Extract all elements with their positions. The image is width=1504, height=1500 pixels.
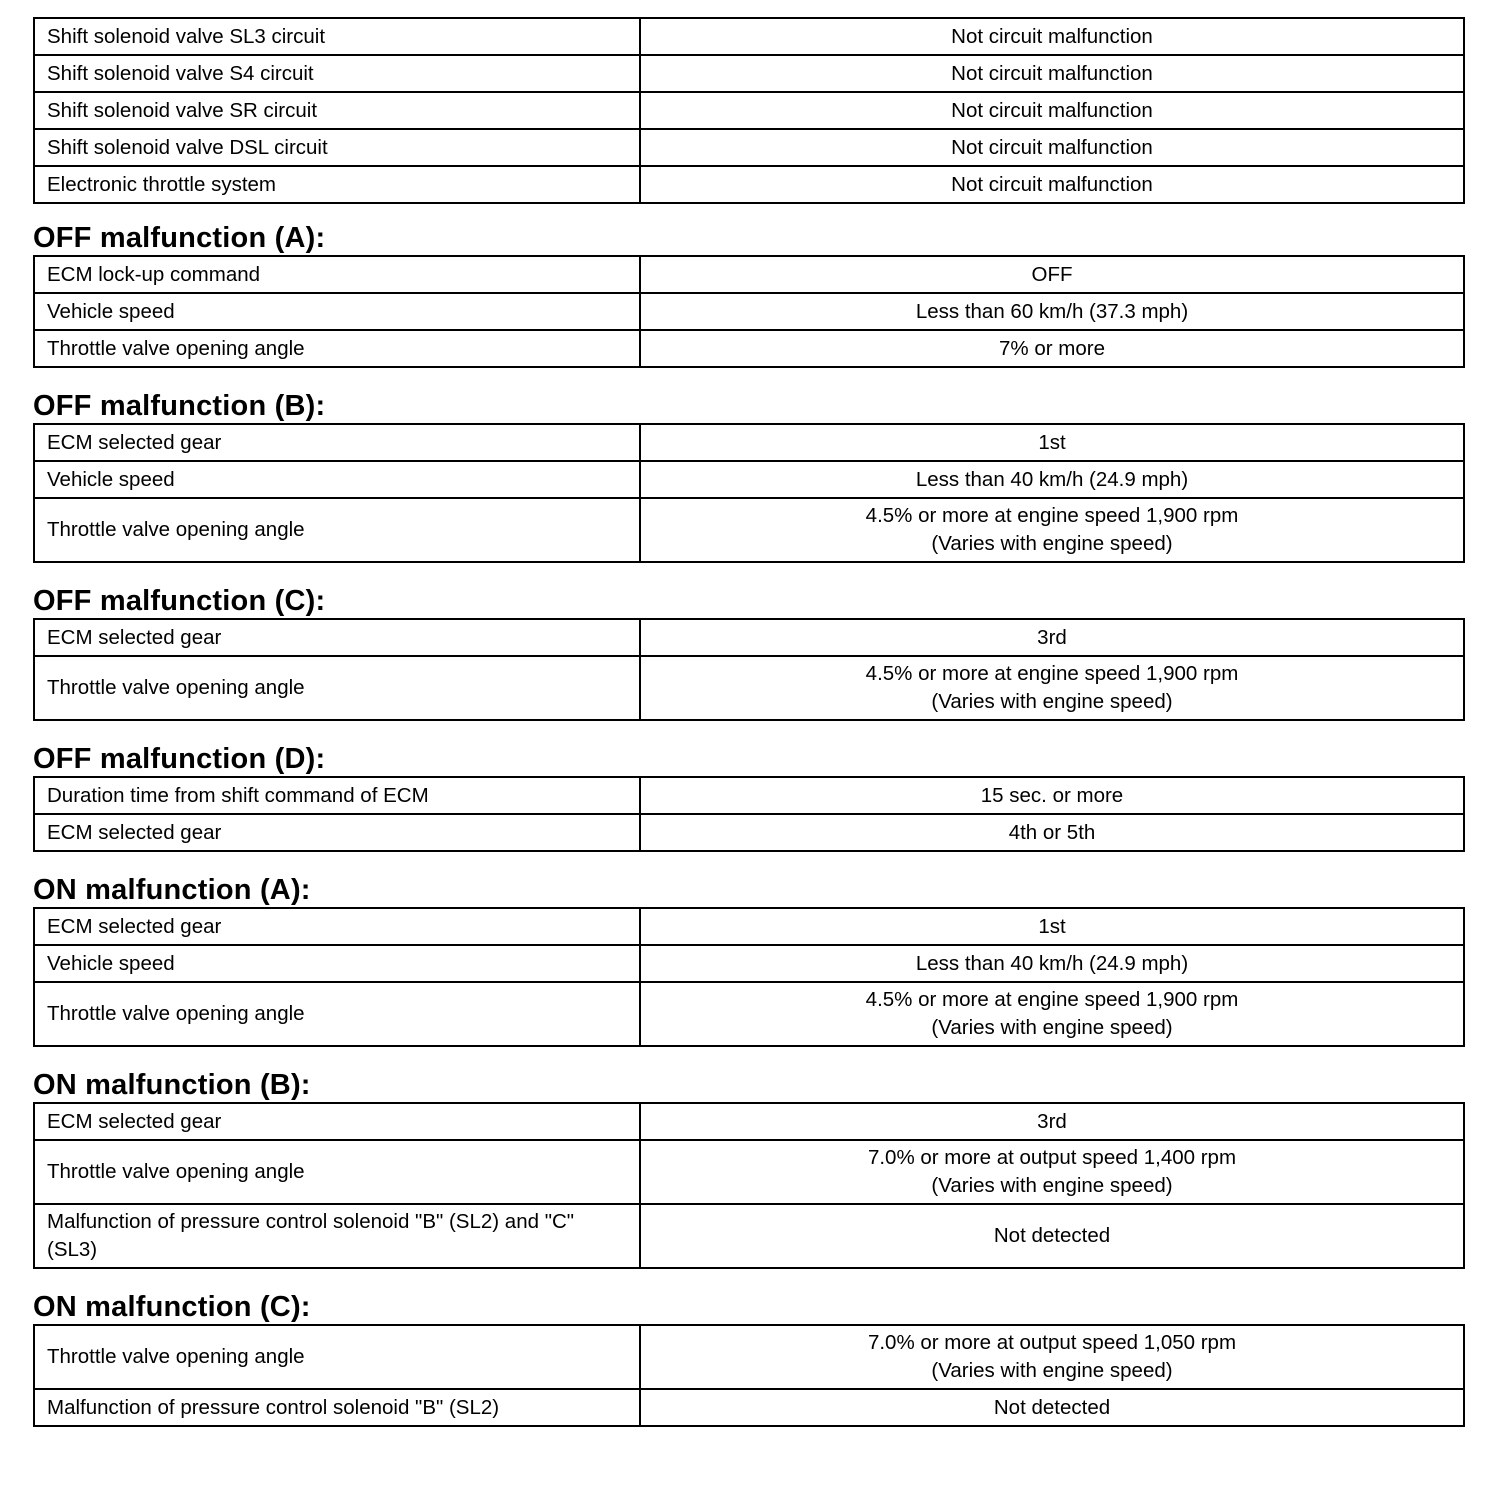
value-cell: [640, 256, 1464, 293]
table-row: [34, 461, 1464, 498]
value-cell: [640, 129, 1464, 166]
value-cell: [640, 908, 1464, 945]
table-row: [34, 777, 1464, 814]
value-line: Not circuit malfunction: [951, 61, 1153, 85]
malfunction-section: [33, 1068, 1465, 1269]
parameter-cell: Malfunction of pressure control solenoid "B" (SL2) and "C" (SL3): [34, 1204, 640, 1268]
table-row: [34, 1140, 1464, 1204]
section-heading: ON malfunction (C):: [33, 1291, 311, 1323]
value-line: 7% or more: [999, 336, 1105, 360]
value-line: (Varies with engine speed): [931, 1359, 1173, 1382]
value-line: Not detected: [993, 1395, 1111, 1419]
table-row: [34, 619, 1464, 656]
value-line: 1st: [1038, 430, 1066, 454]
value-line: 7.0% or more at output speed 1,400 rpm: [867, 1146, 1237, 1169]
parameter-cell: Shift solenoid valve DSL circuit: [34, 129, 640, 166]
parameter-cell: Duration time from shift command of ECM: [34, 777, 640, 814]
condition-table: [33, 1324, 1465, 1427]
malfunction-section: [33, 389, 1465, 563]
parameter-cell: ECM selected gear: [34, 619, 640, 656]
table-row: [34, 945, 1464, 982]
value-cell: [640, 1389, 1464, 1426]
value-line: Not circuit malfunction: [951, 24, 1153, 48]
parameter-cell: Vehicle speed: [34, 461, 640, 498]
value-line: (Varies with engine speed): [931, 1016, 1173, 1039]
parameter-cell: Shift solenoid valve S4 circuit: [34, 55, 640, 92]
value-cell: [640, 55, 1464, 92]
table-row: [34, 424, 1464, 461]
value-line: 15 sec. or more: [980, 783, 1124, 807]
table-row: [34, 330, 1464, 367]
value-line: Not circuit malfunction: [951, 172, 1153, 196]
parameter-cell: Electronic throttle system: [34, 166, 640, 203]
table-row: [34, 908, 1464, 945]
section-heading: ON malfunction (B):: [33, 1069, 311, 1101]
value-line: 4th or 5th: [1008, 820, 1096, 844]
value-cell: [640, 1140, 1464, 1204]
table-row: [34, 166, 1464, 203]
parameter-cell: Throttle valve opening angle: [34, 330, 640, 367]
value-cell: [640, 656, 1464, 720]
value-line: OFF: [1031, 262, 1073, 286]
parameter-cell: Shift solenoid valve SL3 circuit: [34, 18, 640, 55]
table-row: [34, 256, 1464, 293]
value-line: 4.5% or more at engine speed 1,900 rpm: [865, 662, 1239, 685]
value-line: Less than 40 km/h (24.9 mph): [915, 951, 1189, 975]
table-row: [34, 982, 1464, 1046]
condition-table: [33, 255, 1465, 368]
parameter-cell: Throttle valve opening angle: [34, 1140, 640, 1204]
parameter-cell: Throttle valve opening angle: [34, 982, 640, 1046]
parameter-cell: ECM lock-up command: [34, 256, 640, 293]
parameter-cell: ECM selected gear: [34, 814, 640, 851]
value-cell: [640, 1103, 1464, 1140]
parameter-cell: Throttle valve opening angle: [34, 498, 640, 562]
value-line: (Varies with engine speed): [931, 690, 1173, 713]
parameter-cell: Throttle valve opening angle: [34, 656, 640, 720]
table-row: [34, 814, 1464, 851]
value-cell: [640, 498, 1464, 562]
value-cell: [640, 777, 1464, 814]
condition-table: [33, 618, 1465, 721]
condition-table: [33, 1102, 1465, 1269]
table-row: [34, 656, 1464, 720]
parameter-cell: Vehicle speed: [34, 945, 640, 982]
malfunction-section: [33, 873, 1465, 1047]
section-heading: OFF malfunction (B):: [33, 390, 326, 422]
table-row: [34, 498, 1464, 562]
section-heading: OFF malfunction (A):: [33, 222, 326, 254]
value-cell: [640, 18, 1464, 55]
value-cell: [640, 814, 1464, 851]
parameter-cell: ECM selected gear: [34, 908, 640, 945]
value-cell: [640, 166, 1464, 203]
table-row: [34, 293, 1464, 330]
value-cell: [640, 1204, 1464, 1268]
value-cell: [640, 330, 1464, 367]
value-cell: [640, 293, 1464, 330]
value-line: (Varies with engine speed): [931, 1174, 1173, 1197]
value-line: 7.0% or more at output speed 1,050 rpm: [867, 1331, 1237, 1354]
value-line: 3rd: [1037, 625, 1067, 649]
value-line: 1st: [1038, 914, 1066, 938]
malfunction-section: [33, 221, 1465, 368]
parameter-cell: ECM selected gear: [34, 424, 640, 461]
section-heading: ON malfunction (A):: [33, 874, 311, 906]
value-cell: [640, 945, 1464, 982]
value-line: (Varies with engine speed): [931, 532, 1173, 555]
table-row: [34, 55, 1464, 92]
parameter-cell: Malfunction of pressure control solenoid "B" (SL2): [34, 1389, 640, 1426]
value-cell: [640, 982, 1464, 1046]
value-line: 4.5% or more at engine speed 1,900 rpm: [865, 504, 1239, 527]
section-heading: OFF malfunction (D):: [33, 743, 326, 775]
value-cell: [640, 424, 1464, 461]
value-line: Less than 40 km/h (24.9 mph): [915, 467, 1189, 491]
circuit-status-table: [33, 17, 1465, 204]
section-heading: OFF malfunction (C):: [33, 585, 326, 617]
table-row: [34, 18, 1464, 55]
parameter-cell: ECM selected gear: [34, 1103, 640, 1140]
value-cell: [640, 92, 1464, 129]
condition-table: [33, 907, 1465, 1047]
parameter-cell: Shift solenoid valve SR circuit: [34, 92, 640, 129]
spec-document: [33, 17, 1465, 1427]
value-line: Not circuit malfunction: [951, 98, 1153, 122]
parameter-cell: Throttle valve opening angle: [34, 1325, 640, 1389]
table-row: [34, 1103, 1464, 1140]
value-line: 4.5% or more at engine speed 1,900 rpm: [865, 988, 1239, 1011]
value-line: Not detected: [993, 1224, 1111, 1247]
table-row: [34, 1389, 1464, 1426]
table-row: [34, 129, 1464, 166]
value-line: Less than 60 km/h (37.3 mph): [915, 299, 1189, 323]
value-cell: [640, 461, 1464, 498]
value-cell: [640, 1325, 1464, 1389]
value-line: 3rd: [1037, 1109, 1067, 1133]
condition-table: [33, 776, 1465, 852]
value-line: Not circuit malfunction: [951, 135, 1153, 159]
malfunction-section: [33, 584, 1465, 721]
malfunction-sections: [33, 221, 1465, 1427]
table-row: [34, 1204, 1464, 1268]
value-cell: [640, 619, 1464, 656]
table-row: [34, 1325, 1464, 1389]
malfunction-section: [33, 1290, 1465, 1427]
table-row: [34, 92, 1464, 129]
malfunction-section: [33, 742, 1465, 852]
parameter-cell: Vehicle speed: [34, 293, 640, 330]
condition-table: [33, 423, 1465, 563]
